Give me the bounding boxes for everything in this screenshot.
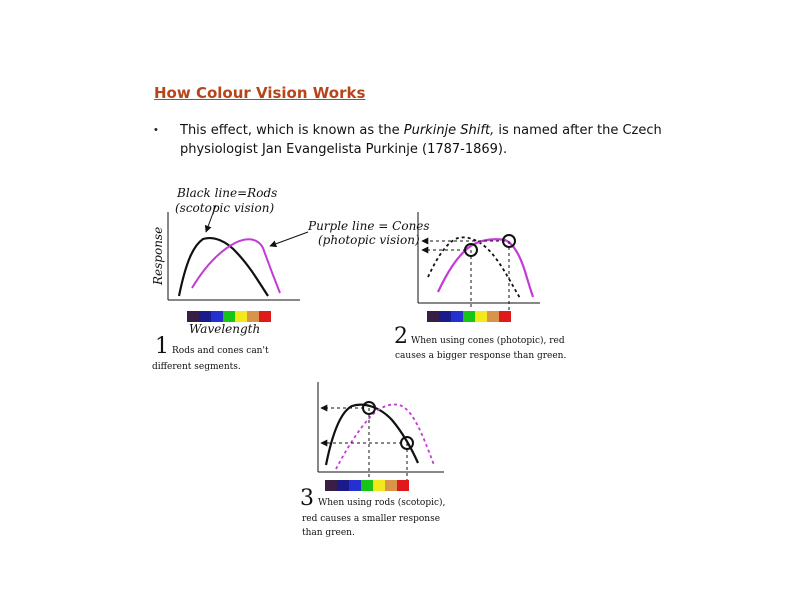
spectrum-segment	[259, 311, 271, 322]
spectrum-segment	[499, 311, 511, 322]
black-line-label-sub: (scotopic vision)	[175, 201, 275, 215]
purple-label-arrow	[270, 232, 308, 246]
spectrum-segment	[247, 311, 259, 322]
spectrum-segment	[451, 311, 463, 322]
spectrum-segment	[397, 480, 409, 491]
panel-3-caption-line3: than green.	[302, 528, 355, 538]
panel-2	[394, 212, 566, 361]
spectrum-segment	[373, 480, 385, 491]
spectrum-segment	[187, 311, 199, 322]
spectrum-segment	[475, 311, 487, 322]
panel-3	[300, 382, 445, 538]
purkinje-shift-term: Purkinje Shift,	[403, 123, 495, 138]
panel-1-number: 1	[155, 334, 169, 359]
slide-title: How Colour Vision Works	[154, 84, 366, 102]
panel-2-caption-line2: causes a bigger response than green.	[395, 351, 567, 361]
bullet-text-start: This effect, which is known as the	[180, 123, 404, 138]
spectrum-segment	[235, 311, 247, 322]
spectrum-segment	[223, 311, 235, 322]
spectrum-segment	[463, 311, 475, 322]
purple-line-label: Purple line = Cones	[308, 219, 430, 233]
bullet-text-end: is named after the Czech physiologist Jan Evangelista Purkinje (1787-1869).	[180, 123, 662, 157]
spectrum-segment	[361, 480, 373, 491]
spectrum-segment	[325, 480, 337, 491]
panel-3-caption-line2: red causes a smaller response	[302, 514, 441, 524]
bullet-marker: •	[154, 124, 158, 136]
black-line-label: Black line=Rods	[177, 186, 278, 200]
panel-1-caption-line1: Rods and cones can't	[172, 346, 269, 356]
cones-curve	[192, 239, 280, 293]
panel-2-caption-line1: When using cones (photopic), red	[411, 336, 565, 346]
purple-line-label-sub: (photopic vision)	[318, 233, 420, 247]
spectrum-segment	[199, 311, 211, 322]
x-axis-label: Wavelength	[189, 322, 261, 336]
panel-3-number: 3	[300, 486, 314, 511]
panel-1-caption-line2: different segments.	[152, 362, 241, 372]
panel-1	[151, 186, 430, 372]
spectrum-bar-3	[325, 480, 409, 491]
spectrum-segment	[211, 311, 223, 322]
spectrum-bar-2	[427, 311, 511, 322]
spectrum-segment	[487, 311, 499, 322]
spectrum-segment	[439, 311, 451, 322]
spectrum-segment	[385, 480, 397, 491]
panel-3-caption-line1: When using rods (scotopic),	[318, 498, 446, 508]
spectrum-segment	[427, 311, 439, 322]
spectrum-segment	[349, 480, 361, 491]
spectrum-segment	[337, 480, 349, 491]
panel-2-number: 2	[394, 324, 408, 349]
spectrum-bar-1	[187, 311, 271, 322]
y-axis-label: Response	[151, 226, 165, 285]
